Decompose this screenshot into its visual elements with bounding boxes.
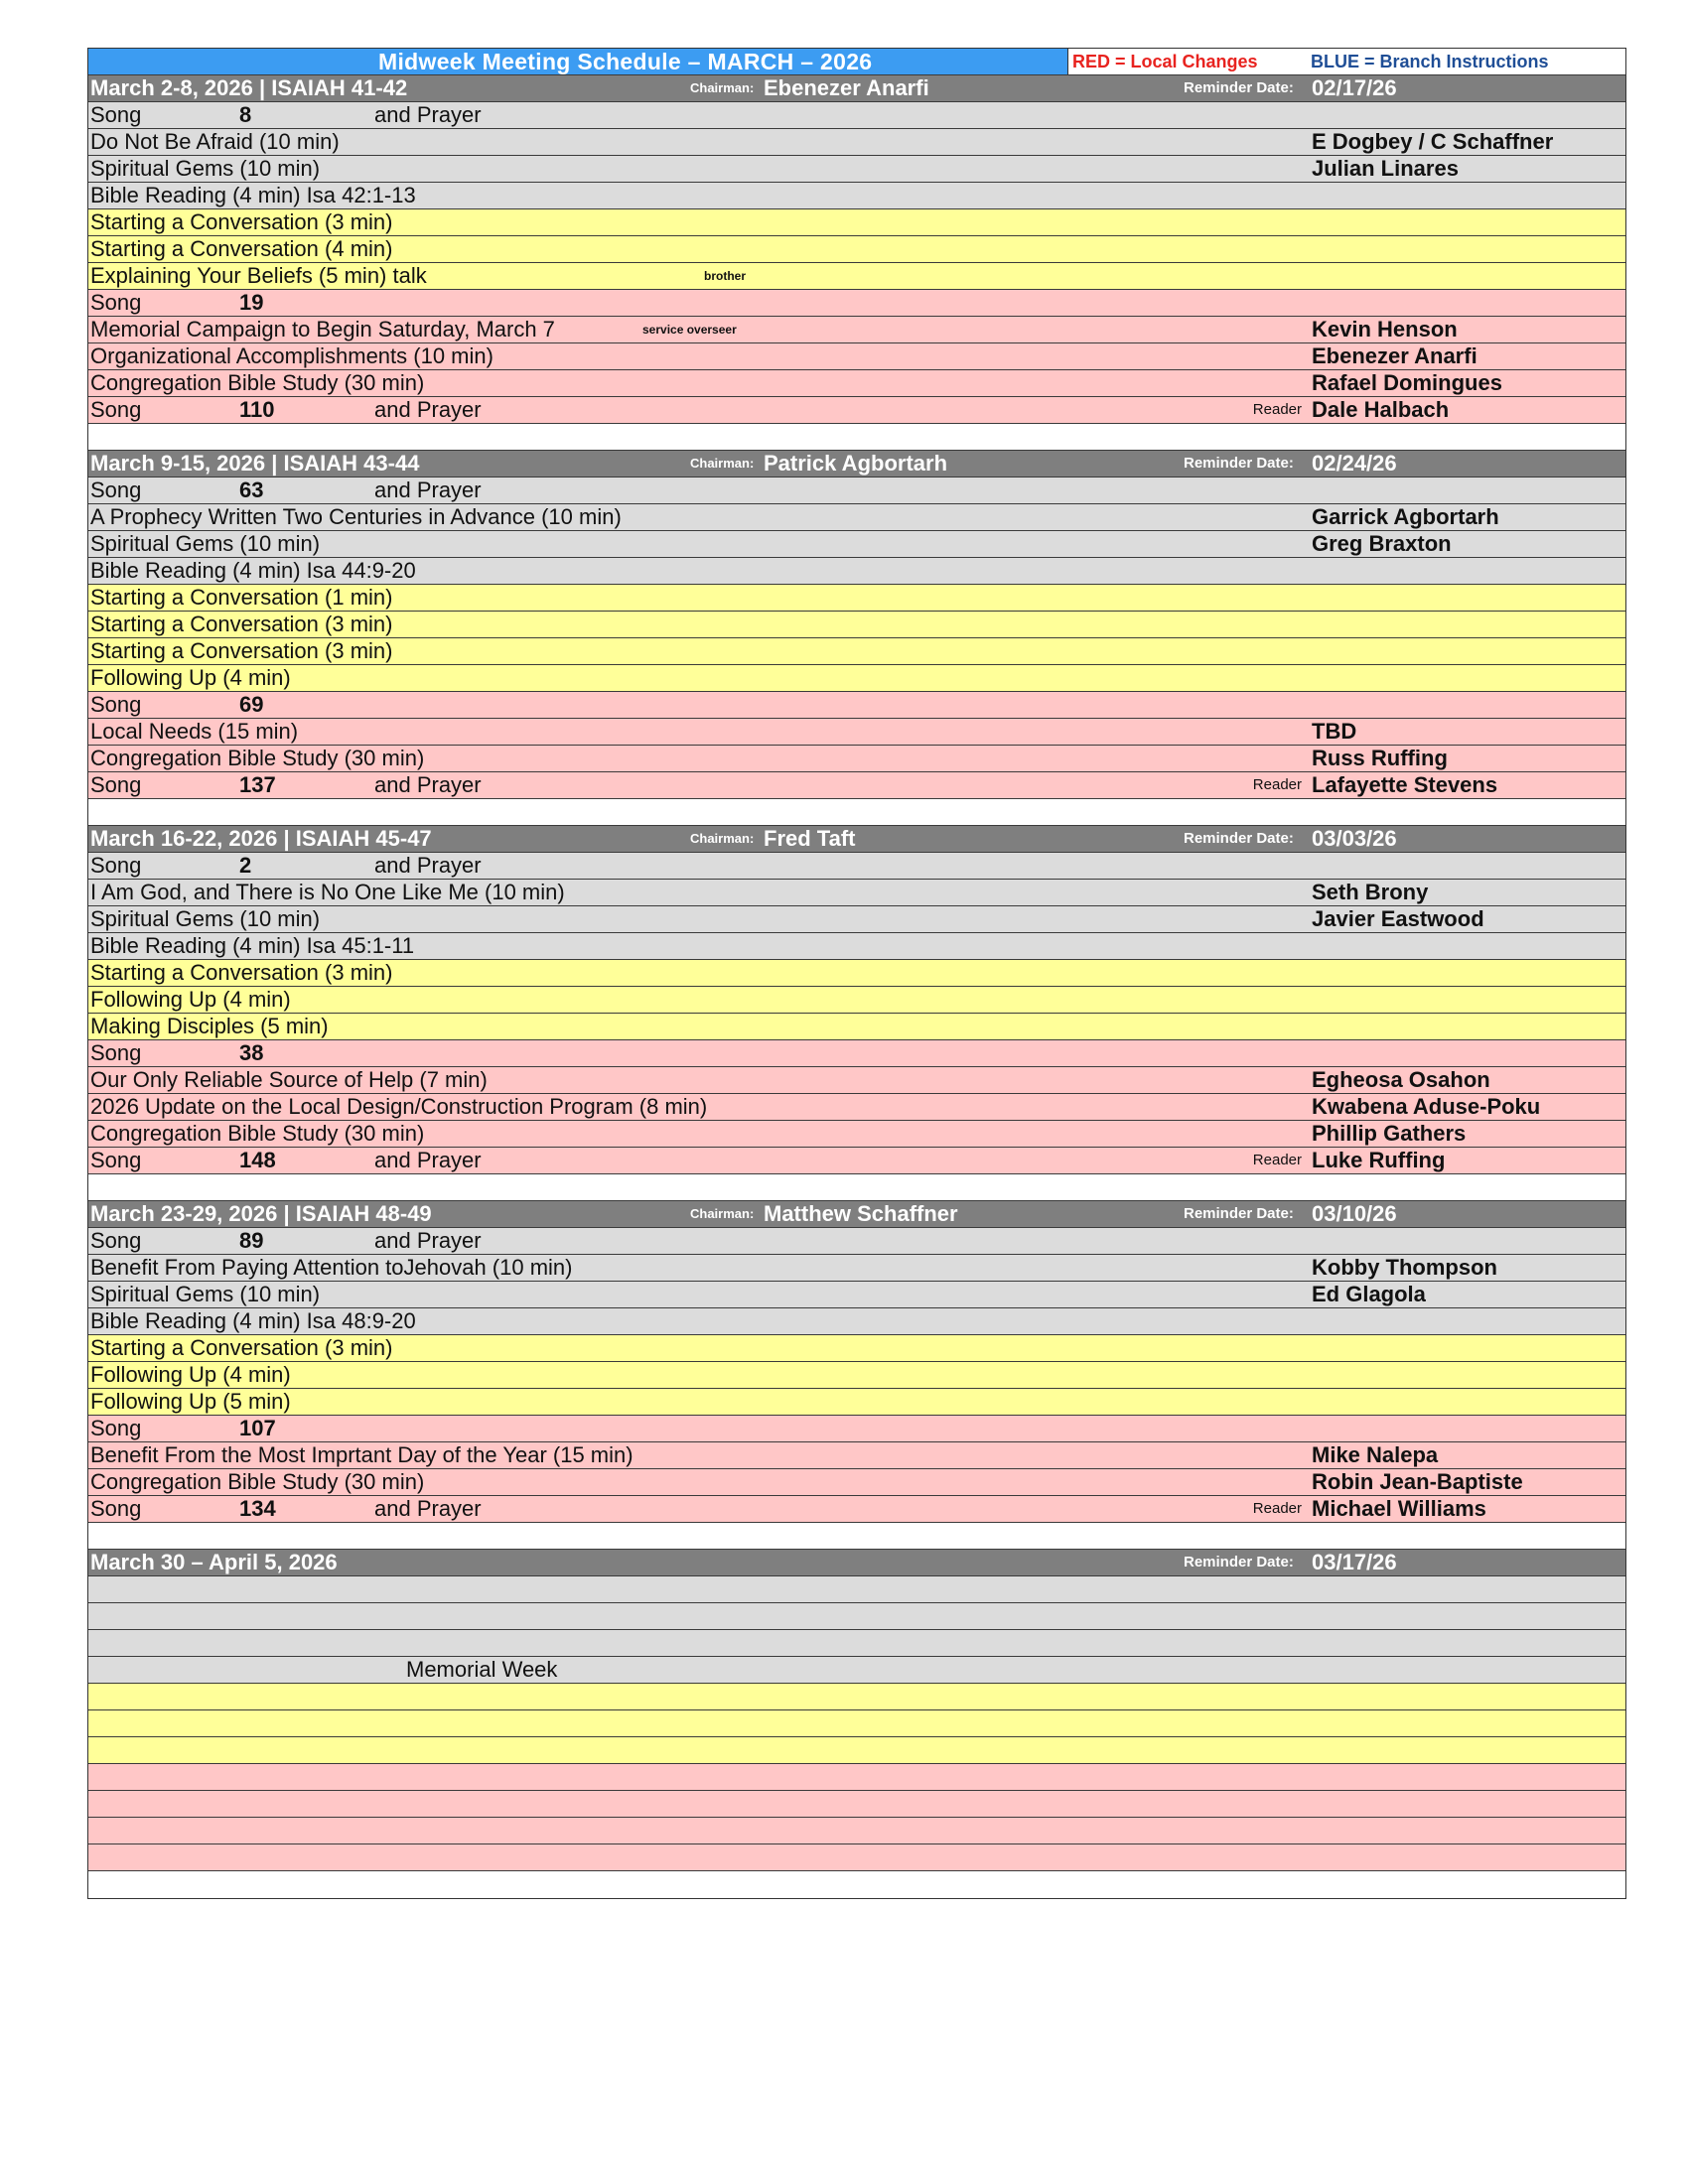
prayer-label: and Prayer	[374, 1148, 482, 1172]
part-title: 2026 Update on the Local Design/Construction Program (8 min)	[90, 1094, 708, 1119]
reader-name: Michael Williams	[1312, 1496, 1486, 1521]
part-title: Bible Reading (4 min) Isa 44:9-20	[90, 558, 416, 583]
memorial-week-label: Memorial Week	[406, 1657, 558, 1682]
song-number: 89	[239, 1228, 264, 1253]
prayer-label: and Prayer	[374, 1228, 482, 1253]
week-header	[88, 75, 1625, 102]
reminder-date: 02/17/26	[1312, 75, 1397, 100]
song-label: Song	[90, 692, 142, 717]
week-header	[88, 451, 1625, 478]
part-title: Explaining Your Beliefs (5 min) talk	[90, 263, 427, 288]
week-header	[88, 1550, 1625, 1576]
treasures-row	[88, 531, 1625, 558]
reminder-date: 02/24/26	[1312, 451, 1397, 476]
part-title: Spiritual Gems (10 min)	[90, 906, 321, 931]
reminder-date: 03/03/26	[1312, 826, 1397, 851]
part-title: Spiritual Gems (10 min)	[90, 531, 321, 556]
treasures-row	[88, 504, 1625, 531]
closing-song-row	[88, 1148, 1625, 1174]
song-number: 110	[239, 397, 275, 422]
reminder-label: Reminder Date:	[1184, 1205, 1294, 1222]
empty-row	[88, 1844, 1625, 1871]
opening-song-row	[88, 1228, 1625, 1255]
part-title: Benefit From Paying Attention toJehovah (10 min)	[90, 1255, 573, 1280]
part-title: Following Up (4 min)	[90, 665, 291, 690]
treasures-row	[88, 558, 1625, 585]
empty-row	[88, 1737, 1625, 1764]
prayer-label: and Prayer	[374, 478, 482, 502]
week-heading: March 23-29, 2026 | ISAIAH 48-49	[90, 1201, 432, 1226]
reminder-date: 03/17/26	[1312, 1550, 1397, 1574]
part-title: Starting a Conversation (3 min)	[90, 638, 393, 663]
empty-row	[88, 1684, 1625, 1710]
living-row	[88, 1121, 1625, 1148]
part-title: Starting a Conversation (1 min)	[90, 585, 393, 610]
part-title: Following Up (5 min)	[90, 1389, 291, 1414]
assignee-name: Phillip Gathers	[1312, 1121, 1467, 1146]
living-row	[88, 1442, 1625, 1469]
week-heading: March 16-22, 2026 | ISAIAH 45-47	[90, 826, 432, 851]
assignee-name: Robin Jean-Baptiste	[1312, 1469, 1523, 1494]
part-title: Bible Reading (4 min) Isa 42:1-13	[90, 183, 416, 207]
part-title: Starting a Conversation (3 min)	[90, 209, 393, 234]
song-label: Song	[90, 1148, 142, 1172]
chairman-name: Matthew Schaffner	[764, 1201, 958, 1226]
middle-song-row	[88, 290, 1625, 317]
assignee-name: E Dogbey / C Schaffner	[1312, 129, 1554, 154]
ministry-row	[88, 1335, 1625, 1362]
song-number: 107	[239, 1416, 276, 1440]
song-label: Song	[90, 1416, 142, 1440]
chairman-label: Chairman:	[690, 831, 755, 846]
prayer-label: and Prayer	[374, 1496, 482, 1521]
reader-name: Luke Ruffing	[1312, 1148, 1446, 1172]
assignee-name: Rafael Domingues	[1312, 370, 1502, 395]
part-title: Congregation Bible Study (30 min)	[90, 370, 425, 395]
week-heading: March 30 – April 5, 2026	[90, 1550, 338, 1574]
song-number: 19	[239, 290, 264, 315]
reader-label: Reader	[1252, 1152, 1302, 1168]
empty-row	[88, 1576, 1625, 1603]
empty-row	[88, 1764, 1625, 1791]
song-label: Song	[90, 397, 142, 422]
spacer-row	[88, 424, 1625, 451]
assignee-name: Mike Nalepa	[1312, 1442, 1439, 1467]
memorial-row	[88, 1657, 1625, 1684]
ministry-row	[88, 612, 1625, 638]
living-row	[88, 1094, 1625, 1121]
empty-row	[88, 1630, 1625, 1657]
part-title: Congregation Bible Study (30 min)	[90, 1469, 425, 1494]
assignee-name: Kobby Thompson	[1312, 1255, 1497, 1280]
empty-row	[88, 1603, 1625, 1630]
closing-song-row	[88, 397, 1625, 424]
part-title: Benefit From the Most Imprtant Day of the Year (15 min)	[90, 1442, 633, 1467]
part-title: Bible Reading (4 min) Isa 45:1-11	[90, 933, 415, 958]
part-title: A Prophecy Written Two Centuries in Advance (10 min)	[90, 504, 622, 529]
part-title: Starting a Conversation (3 min)	[90, 960, 393, 985]
living-row	[88, 343, 1625, 370]
empty-row	[88, 1818, 1625, 1844]
opening-song-row	[88, 853, 1625, 880]
chairman-label: Chairman:	[690, 456, 755, 471]
chairman-name: Ebenezer Anarfi	[764, 75, 929, 100]
reminder-label: Reminder Date:	[1184, 1554, 1294, 1570]
empty-row	[88, 1791, 1625, 1818]
part-title: Our Only Reliable Source of Help (7 min)	[90, 1067, 488, 1092]
assignee-name: Ed Glagola	[1312, 1282, 1426, 1306]
middle-song-row	[88, 1416, 1625, 1442]
part-title: Following Up (4 min)	[90, 1362, 291, 1387]
schedule-sheet	[87, 48, 1626, 1899]
part-note: service overseer	[642, 323, 737, 337]
ministry-row	[88, 263, 1625, 290]
prayer-label: and Prayer	[374, 397, 482, 422]
empty-row	[88, 1710, 1625, 1737]
living-row	[88, 1067, 1625, 1094]
part-title: Do Not Be Afraid (10 min)	[90, 129, 340, 154]
legend-blue: BLUE = Branch Instructions	[1311, 52, 1549, 71]
chairman-name: Patrick Agbortarh	[764, 451, 948, 476]
ministry-row	[88, 236, 1625, 263]
ministry-row	[88, 665, 1625, 692]
song-label: Song	[90, 290, 142, 315]
song-number: 2	[239, 853, 252, 878]
song-number: 134	[239, 1496, 276, 1521]
part-title: Spiritual Gems (10 min)	[90, 1282, 321, 1306]
part-title: I Am God, and There is No One Like Me (10 min)	[90, 880, 565, 904]
song-label: Song	[90, 853, 142, 878]
reader-label: Reader	[1252, 776, 1302, 793]
part-title: Local Needs (15 min)	[90, 719, 299, 744]
treasures-row	[88, 1282, 1625, 1308]
title-bar	[88, 49, 1625, 75]
ministry-row	[88, 209, 1625, 236]
assignee-name: Russ Ruffing	[1312, 746, 1448, 770]
part-title: Starting a Conversation (3 min)	[90, 612, 393, 636]
song-label: Song	[90, 478, 142, 502]
chairman-label: Chairman:	[690, 80, 755, 95]
part-title: Organizational Accomplishments (10 min)	[90, 343, 493, 368]
song-label: Song	[90, 1228, 142, 1253]
part-title: Starting a Conversation (3 min)	[90, 1335, 393, 1360]
reminder-label: Reminder Date:	[1184, 830, 1294, 847]
ministry-row	[88, 585, 1625, 612]
week-heading: March 2-8, 2026 | ISAIAH 41-42	[90, 75, 408, 100]
assignee-name: Garrick Agbortarh	[1312, 504, 1499, 529]
part-title: Congregation Bible Study (30 min)	[90, 746, 425, 770]
legend-red: RED = Local Changes	[1072, 52, 1258, 71]
part-title: Starting a Conversation (4 min)	[90, 236, 393, 261]
middle-song-row	[88, 1040, 1625, 1067]
song-label: Song	[90, 1496, 142, 1521]
living-row	[88, 370, 1625, 397]
closing-song-row	[88, 1496, 1625, 1523]
ministry-row	[88, 987, 1625, 1014]
part-title: Congregation Bible Study (30 min)	[90, 1121, 425, 1146]
song-label: Song	[90, 1040, 142, 1065]
treasures-row	[88, 156, 1625, 183]
reader-label: Reader	[1252, 1500, 1302, 1517]
treasures-row	[88, 906, 1625, 933]
reminder-label: Reminder Date:	[1184, 79, 1294, 96]
part-note: brother	[704, 269, 746, 283]
week-header	[88, 1201, 1625, 1228]
living-row	[88, 317, 1625, 343]
assignee-name: TBD	[1312, 719, 1357, 744]
assignee-name: Julian Linares	[1312, 156, 1459, 181]
chairman-label: Chairman:	[690, 1206, 755, 1221]
opening-song-row	[88, 478, 1625, 504]
part-title: Spiritual Gems (10 min)	[90, 156, 321, 181]
page-title: Midweek Meeting Schedule – MARCH – 2026	[378, 49, 873, 74]
assignee-name: Seth Brony	[1312, 880, 1429, 904]
ministry-row	[88, 638, 1625, 665]
living-row	[88, 719, 1625, 746]
reader-label: Reader	[1252, 401, 1302, 418]
living-row	[88, 1469, 1625, 1496]
assignee-name: Egheosa Osahon	[1312, 1067, 1490, 1092]
week-heading: March 9-15, 2026 | ISAIAH 43-44	[90, 451, 420, 476]
opening-song-row	[88, 102, 1625, 129]
assignee-name: Kevin Henson	[1312, 317, 1458, 341]
prayer-label: and Prayer	[374, 772, 482, 797]
assignee-name: Ebenezer Anarfi	[1312, 343, 1477, 368]
part-title: Following Up (4 min)	[90, 987, 291, 1012]
middle-song-row	[88, 692, 1625, 719]
song-number: 63	[239, 478, 264, 502]
ministry-row	[88, 960, 1625, 987]
song-label: Song	[90, 772, 142, 797]
song-number: 137	[239, 772, 276, 797]
reminder-date: 03/10/26	[1312, 1201, 1397, 1226]
part-title: Memorial Campaign to Begin Saturday, March 7	[90, 317, 555, 341]
treasures-row	[88, 933, 1625, 960]
song-label: Song	[90, 102, 142, 127]
ministry-row	[88, 1389, 1625, 1416]
prayer-label: and Prayer	[374, 102, 482, 127]
treasures-row	[88, 183, 1625, 209]
closing-song-row	[88, 772, 1625, 799]
reader-name: Lafayette Stevens	[1312, 772, 1498, 797]
treasures-row	[88, 129, 1625, 156]
reader-name: Dale Halbach	[1312, 397, 1450, 422]
song-number: 148	[239, 1148, 276, 1172]
color-legend	[1067, 49, 1625, 74]
assignee-name: Kwabena Aduse-Poku	[1312, 1094, 1541, 1119]
empty-row	[88, 1871, 1625, 1898]
prayer-label: and Prayer	[374, 853, 482, 878]
assignee-name: Greg Braxton	[1312, 531, 1452, 556]
reminder-label: Reminder Date:	[1184, 455, 1294, 472]
part-title: Making Disciples (5 min)	[90, 1014, 329, 1038]
chairman-name: Fred Taft	[764, 826, 856, 851]
spacer-row	[88, 1523, 1625, 1550]
spacer-row	[88, 1174, 1625, 1201]
spacer-row	[88, 799, 1625, 826]
assignee-name: Javier Eastwood	[1312, 906, 1484, 931]
treasures-row	[88, 1255, 1625, 1282]
week-header	[88, 826, 1625, 853]
living-row	[88, 746, 1625, 772]
treasures-row	[88, 1308, 1625, 1335]
song-number: 38	[239, 1040, 264, 1065]
treasures-row	[88, 880, 1625, 906]
song-number: 8	[239, 102, 252, 127]
ministry-row	[88, 1362, 1625, 1389]
ministry-row	[88, 1014, 1625, 1040]
weeks-container	[88, 75, 1625, 1898]
song-number: 69	[239, 692, 264, 717]
part-title: Bible Reading (4 min) Isa 48:9-20	[90, 1308, 416, 1333]
